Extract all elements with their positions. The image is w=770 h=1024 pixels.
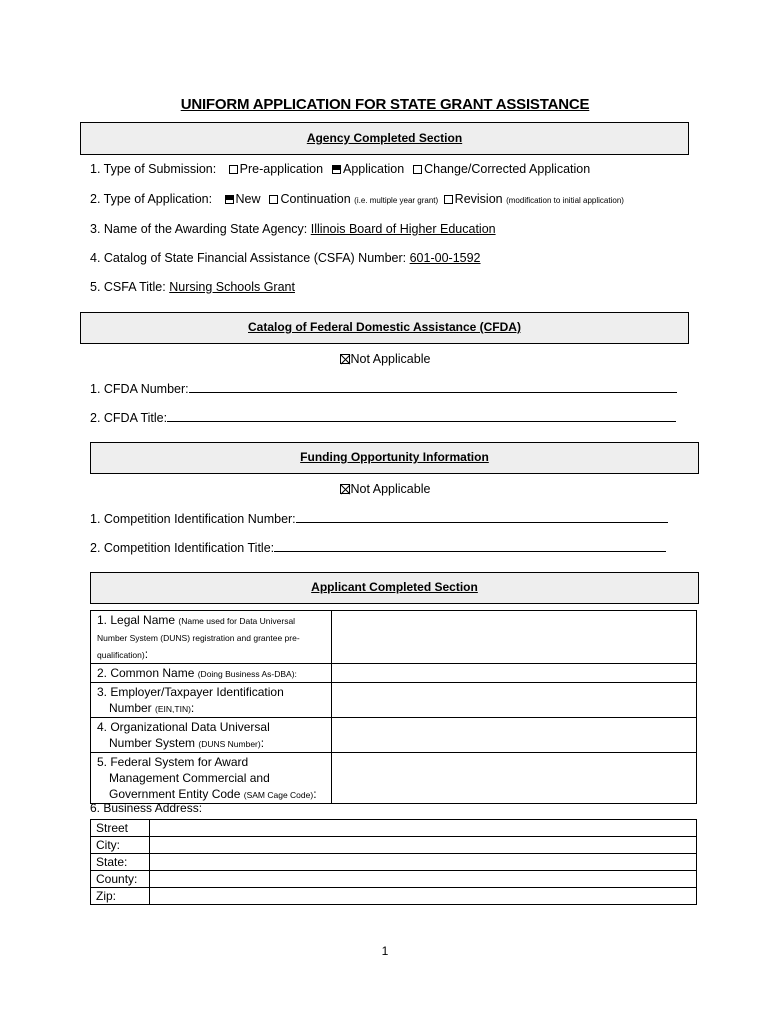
sam-suffix: : xyxy=(313,787,317,801)
cfda-number-label: 1. CFDA Number: xyxy=(90,382,189,396)
csfa-title-row xyxy=(90,280,295,294)
street-label: Street xyxy=(91,820,150,837)
csfa-number-label: 4. Catalog of State Financial Assistance (CSFA) Number: xyxy=(90,251,407,265)
address-row xyxy=(91,871,697,888)
csfa-number-value: 601-00-1592 xyxy=(409,251,481,265)
sam-input[interactable] xyxy=(332,753,697,804)
legal-name-suffix: : xyxy=(144,647,149,661)
cfda-not-applicable-checkbox[interactable] xyxy=(340,354,350,364)
cfda-not-applicable-row xyxy=(0,352,770,366)
business-address-table xyxy=(90,819,697,905)
competition-id-label: 1. Competition Identification Number: xyxy=(90,512,296,526)
revision-option: Revision xyxy=(454,192,503,206)
new-checkbox[interactable] xyxy=(225,195,234,204)
application-type-label: 2. Type of Application: xyxy=(90,192,213,206)
continuation-option: Continuation xyxy=(280,192,351,206)
business-address-label: 6. Business Address: xyxy=(90,801,203,815)
competition-title-row xyxy=(90,540,666,555)
cfda-title-row xyxy=(90,410,676,425)
county-label: County: xyxy=(91,871,150,888)
sam-label-b: Management Commercial and xyxy=(109,771,270,785)
application-type-row xyxy=(90,192,624,206)
sam-row xyxy=(91,753,697,804)
state-input[interactable] xyxy=(150,854,697,871)
change-corrected-option: Change/Corrected Application xyxy=(424,162,591,176)
zip-input[interactable] xyxy=(150,888,697,905)
agency-name-value: Illinois Board of Higher Education xyxy=(310,222,496,236)
county-input[interactable] xyxy=(150,871,697,888)
common-name-input[interactable] xyxy=(332,664,697,683)
application-option: Application xyxy=(343,162,405,176)
funding-not-applicable-checkbox[interactable] xyxy=(340,484,350,494)
document-title: UNIFORM APPLICATION FOR STATE GRANT ASSISTANCE xyxy=(180,96,590,113)
pre-application-checkbox[interactable] xyxy=(229,165,238,174)
duns-cell xyxy=(91,718,332,753)
cfda-not-applicable-label: Not Applicable xyxy=(350,352,431,366)
ein-cell xyxy=(91,683,332,718)
duns-input[interactable] xyxy=(332,718,697,753)
csfa-number-row xyxy=(90,251,481,265)
funding-section-title: Funding Opportunity Information xyxy=(300,450,489,464)
ein-row xyxy=(91,683,697,718)
cfda-section-header xyxy=(80,312,689,344)
ein-label: 3. Employer/Taxpayer Identification xyxy=(97,685,284,699)
duns-note: (DUNS Number) xyxy=(198,739,261,749)
ein-label-continued xyxy=(97,700,327,717)
competition-id-field[interactable] xyxy=(296,511,668,523)
cfda-number-row xyxy=(90,381,677,396)
ein-suffix: : xyxy=(190,701,195,715)
application-checkbox[interactable] xyxy=(332,165,341,174)
duns-label-continued xyxy=(97,735,327,752)
new-option: New xyxy=(235,192,261,206)
agency-name-label: 3. Name of the Awarding State Agency: xyxy=(90,222,308,236)
applicant-section-header xyxy=(90,572,699,604)
cfda-section-title: Catalog of Federal Domestic Assistance (CFDA) xyxy=(248,320,521,334)
zip-label: Zip: xyxy=(91,888,150,905)
address-row xyxy=(91,820,697,837)
duns-suffix: : xyxy=(260,736,265,750)
continuation-checkbox[interactable] xyxy=(269,195,278,204)
agency-name-row xyxy=(90,222,496,236)
funding-section-header xyxy=(90,442,699,474)
address-row xyxy=(91,854,697,871)
legal-name-note: (Name used for Data Universal Number System (DUNS) registration and grantee pre-qualification) xyxy=(97,616,300,660)
agency-section-title: Agency Completed Section xyxy=(306,131,463,145)
revision-note: (modification to initial application) xyxy=(506,196,624,205)
common-name-note: (Doing Business As-DBA): xyxy=(197,669,297,679)
ein-label-b: Number xyxy=(109,701,152,715)
competition-title-label: 2. Competition Identification Title: xyxy=(90,541,275,555)
competition-title-field[interactable] xyxy=(274,540,666,552)
address-row xyxy=(91,837,697,854)
duns-label: 4. Organizational Data Universal xyxy=(97,720,270,734)
revision-checkbox[interactable] xyxy=(444,195,453,204)
city-input[interactable] xyxy=(150,837,697,854)
cfda-title-field[interactable] xyxy=(167,410,676,422)
submission-label: 1. Type of Submission: xyxy=(90,162,217,176)
legal-name-row xyxy=(91,611,697,664)
sam-note: (SAM Cage Code) xyxy=(243,790,314,800)
ein-note: (EIN,TIN) xyxy=(155,704,191,714)
applicant-section-title: Applicant Completed Section xyxy=(311,580,478,594)
change-corrected-checkbox[interactable] xyxy=(413,165,422,174)
common-name-label: 2. Common Name xyxy=(97,666,195,680)
page-number: 1 xyxy=(381,944,389,958)
common-name-row xyxy=(91,664,697,683)
state-label: State: xyxy=(91,854,150,871)
duns-label-b: Number System xyxy=(109,736,196,750)
applicant-info-table xyxy=(90,610,697,804)
continuation-note: (i.e. multiple year grant) xyxy=(354,196,439,205)
legal-name-label: 1. Legal Name xyxy=(97,613,176,627)
submission-type-row xyxy=(90,162,590,176)
csfa-title-value: Nursing Schools Grant xyxy=(169,280,295,294)
funding-not-applicable-row xyxy=(0,482,770,496)
street-input[interactable] xyxy=(150,820,697,837)
agency-section-header xyxy=(80,122,689,155)
csfa-title-label: 5. CSFA Title: xyxy=(90,280,166,294)
city-label: City: xyxy=(91,837,150,854)
ein-input[interactable] xyxy=(332,683,697,718)
competition-id-row xyxy=(90,511,668,526)
funding-not-applicable-label: Not Applicable xyxy=(350,482,431,496)
duns-row xyxy=(91,718,697,753)
legal-name-input[interactable] xyxy=(332,611,697,664)
sam-cell xyxy=(91,753,332,804)
pre-application-option: Pre-application xyxy=(239,162,324,176)
address-row xyxy=(91,888,697,905)
sam-label: 5. Federal System for Award xyxy=(97,755,249,769)
cfda-number-field[interactable] xyxy=(189,381,677,393)
common-name-cell xyxy=(91,664,332,683)
sam-label-c: Government Entity Code xyxy=(109,787,241,801)
legal-name-cell xyxy=(91,611,332,664)
cfda-title-label: 2. CFDA Title: xyxy=(90,411,168,425)
